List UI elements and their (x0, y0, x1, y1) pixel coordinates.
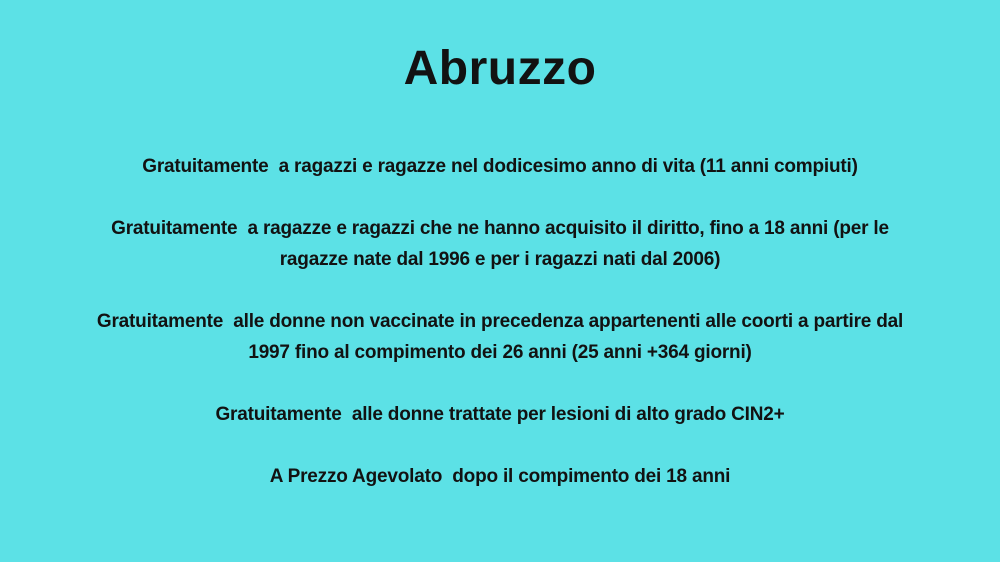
slide-body (0, 151, 1000, 492)
paragraph-reduced-price-over-18 (0, 461, 1000, 492)
paragraph-line: Gratuitamente alle donne trattate per lesioni di alto grado CIN2+ (215, 404, 785, 425)
page-title: Abruzzo (403, 42, 597, 95)
paragraph-free-unvaccinated-women (0, 306, 1000, 368)
paragraph-line: Gratuitamente a ragazzi e ragazze nel dodicesimo anno di vita (11 anni compiuti) (142, 156, 858, 177)
paragraph-free-until-18 (0, 213, 1000, 275)
paragraph-line: 1997 fino al compimento dei 26 anni (25 anni +364 giorni) (248, 342, 752, 363)
paragraph-free-cin2-treated (0, 399, 1000, 430)
paragraph-line: ragazze nate dal 1996 e per i ragazzi nati dal 2006) (279, 249, 721, 270)
paragraph-line: A Prezzo Agevolato dopo il compimento dei 18 anni (269, 466, 731, 487)
paragraph-line: Gratuitamente alle donne non vaccinate in precedenza appartenenti alle coorti a partire dal (96, 311, 904, 332)
paragraph-line: Gratuitamente a ragazze e ragazzi che ne hanno acquisito il diritto, fino a 18 anni (per le (111, 218, 889, 239)
paragraph-free-12yo (0, 151, 1000, 182)
